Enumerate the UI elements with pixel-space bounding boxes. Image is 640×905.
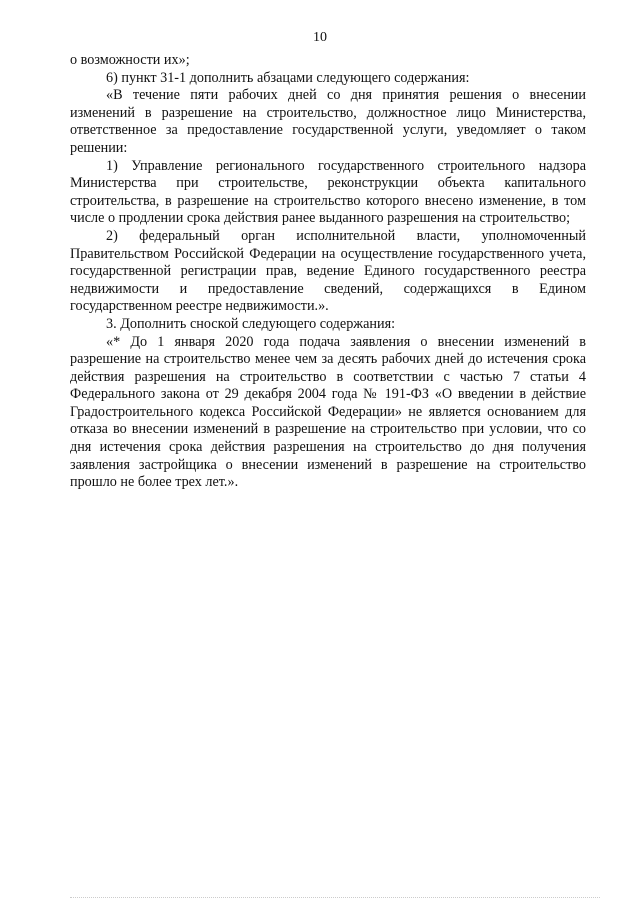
paragraph-item-6: 6) пункт 31-1 дополнить абзацами следующего содержания: xyxy=(106,69,470,86)
paragraph-subitem-2: 2) федеральный орган исполнительной власти, уполномоченный Правительством Российской Федерации на осуществление государственного учета, государственной регистрации прав, ведение Единого государственного реестра недвижимости и предоставление сведений, содержащихся в Едином государственном реестре недвижимости.». xyxy=(70,227,586,315)
scan-edge-mark xyxy=(70,897,600,899)
paragraph-continuation: о возможности их»; xyxy=(70,52,190,68)
paragraph-item-3: 3. Дополнить сноской следующего содержания: xyxy=(106,315,396,332)
paragraph-subitem-1: 1) Управление регионального государственного строительного надзора Министерства при строительстве, реконструкции объекта капитального строительства, в разрешение на строительство которого внесено изменение, в том числе о продлении срока действия ранее выданного разрешения на строительство; xyxy=(70,157,586,227)
paragraph-footnote: «* До 1 января 2020 года подача заявления о внесении изменений в разрешение на строительство менее чем за десять рабочих дней до истечения срока действия разрешения на строительство в соответствии с частью 7 статьи 4 Федерального закона от 29 декабря 2004 года № 191-ФЗ «О введении в действие Градостроительного кодекса Российской Федерации» не является основанием для отказа во внесении изменений в разрешение на строительство при условии, что со дня истечения срока действия разрешения на строительство до дня получения заявления застройщика о внесении изменений в разрешение на строительство прошло не более трех лет.». xyxy=(70,333,586,491)
paragraph-quote-intro: «В течение пяти рабочих дней со дня принятия решения о внесении изменений в разрешение на строительство, должностное лицо Министерства, ответственное за предоставление государственной услуги, уведомляет о таком решении: xyxy=(70,87,586,156)
document-body xyxy=(70,52,586,492)
page-number: 10 xyxy=(313,30,327,45)
